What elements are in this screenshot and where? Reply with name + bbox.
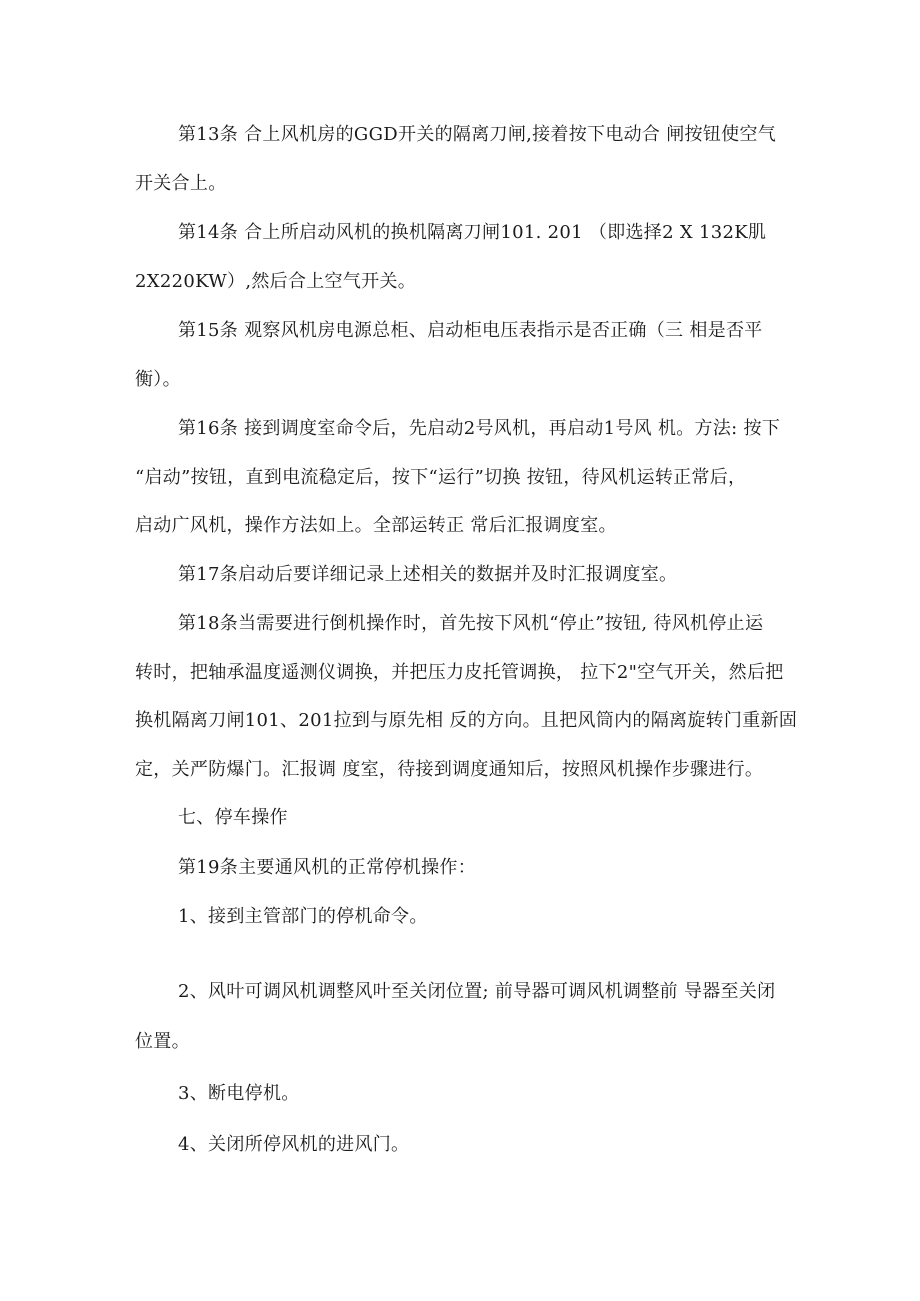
article-16-line-1: 第16条 接到调度室命令后，先启动2号风机，再启动1号风 机。方法: 按下 xyxy=(178,418,781,439)
article-18-line-3: 换机隔离刀闸101、201拉到与原先相 反的方向。且把风筒内的隔离旋转门重新固 xyxy=(135,710,798,731)
article-13-line-1: 第13条 合上风机房的GGD开关的隔离刀闸,接着按下电动合 闸按钮使空气 xyxy=(178,124,777,145)
article-15-line-2: 衡）。 xyxy=(135,369,181,390)
step-3: 3、断电停机。 xyxy=(178,1083,300,1104)
step-1: 1、接到主管部门的停机命令。 xyxy=(178,906,428,927)
article-16-line-2: “启动”按钮，直到电流稳定后，按下“运行”切换 按钮，待风机运转正常后， xyxy=(135,467,747,488)
article-14-line-2: 2X220KW）,然后合上空气开关。 xyxy=(135,271,417,292)
step-4: 4、关闭所停风机的进风门。 xyxy=(178,1134,410,1155)
article-15-line-1: 第15条 观察风机房电源总柜、启动柜电压表指示是否正确（三 相是否平 xyxy=(178,320,763,341)
step-2-line-1: 2、风叶可调风机调整风叶至关闭位置; 前导器可调风机调整前 导器至关闭 xyxy=(178,981,776,1002)
step-2-line-2: 位置。 xyxy=(135,1031,190,1052)
article-18-line-2: 转时，把轴承温度遥测仪调换，并把压力皮托管调换， 拉下2"空气开关，然后把 xyxy=(135,662,784,683)
article-18-line-1: 第18条当需要进行倒机操作时，首先按下风机“停止”按钮, 待风机停止运 xyxy=(178,613,764,634)
section-7-heading: 七、停车操作 xyxy=(178,807,288,828)
article-14-line-1: 第14条 合上所启动风机的换机隔离刀闸101. 201 （即选择2 X 132K肌 xyxy=(178,222,767,243)
article-18-line-4: 定，关严防爆门。汇报调 度室，待接到调度通知后，按照风机操作步骤进行。 xyxy=(135,759,764,780)
article-16-line-3: 启动广风机，操作方法如上。全部运转正 常后汇报调度室。 xyxy=(135,515,617,536)
article-13-line-2: 开关合上。 xyxy=(135,173,227,194)
article-17-line-1: 第17条启动后要详细记录上述相关的数据并及时汇报调度室。 xyxy=(178,564,678,585)
article-19-line-1: 第19条主要通风机的正常停机操作： xyxy=(178,857,477,878)
